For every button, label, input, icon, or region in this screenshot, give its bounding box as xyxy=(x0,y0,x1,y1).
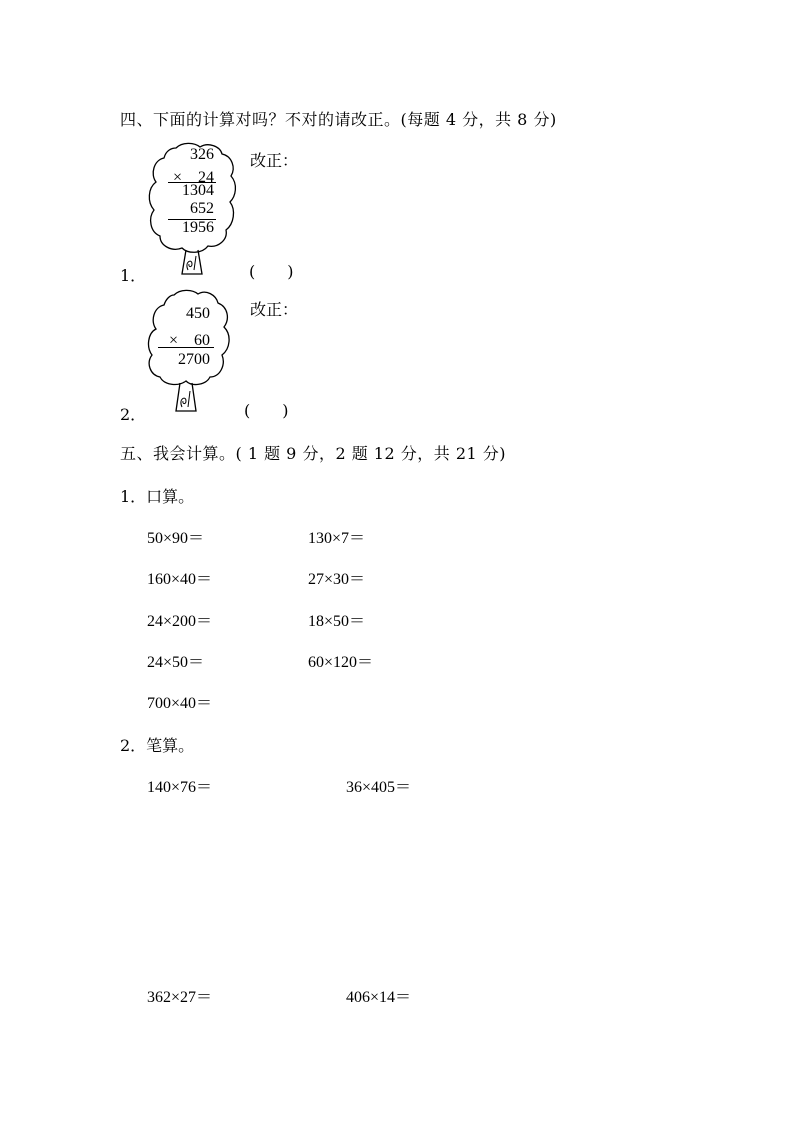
calc-line: 450 xyxy=(186,305,210,322)
tree-calculation-1 xyxy=(146,140,238,280)
calc-line: 1304 xyxy=(182,182,214,199)
written-calc-problem: 140×76＝ xyxy=(147,779,213,796)
mental-math-problem: 130×7＝ xyxy=(308,530,366,547)
correction-label: 改正： xyxy=(250,300,299,319)
mental-math-problem: 24×200＝ xyxy=(147,613,213,630)
calc-line: 1956 xyxy=(182,219,214,236)
written-calc-problem: 362×27＝ xyxy=(147,989,213,1006)
calc-line: 652 xyxy=(190,200,214,217)
judgement-blank[interactable]: ( ) xyxy=(249,262,294,281)
mental-math-problem: 700×40＝ xyxy=(147,695,213,712)
mental-math-problem: 160×40＝ xyxy=(147,571,213,588)
item-number: 2． xyxy=(120,405,147,424)
mental-math-problem: 50×90＝ xyxy=(147,530,205,547)
mental-math-problem: 18×50＝ xyxy=(308,613,366,630)
written-calc-problem: 406×14＝ xyxy=(346,989,412,1006)
judgement-blank[interactable]: ( ) xyxy=(244,401,289,420)
calc-line: 2700 xyxy=(178,351,210,368)
item-number: 1． xyxy=(120,266,147,285)
correction-label: 改正： xyxy=(250,151,299,170)
mental-math-problem: 27×30＝ xyxy=(308,571,366,588)
calc-line: 326 xyxy=(190,146,214,163)
tree-calculation-2 xyxy=(146,287,230,417)
calc-line: × 24 xyxy=(172,169,214,186)
mental-math-problem: 60×120＝ xyxy=(308,654,374,671)
section-5-title: 五、我会计算。( 1 题 9 分，2 题 12 分，共 21 分) xyxy=(120,444,507,463)
part-1-label: 1．口算。 xyxy=(120,487,195,506)
section-4-title: 四、下面的计算对吗？不对的请改正。(每题 4 分，共 8 分) xyxy=(120,110,557,129)
written-calc-problem: 36×405＝ xyxy=(346,779,412,796)
calc-underline xyxy=(158,347,214,348)
mental-math-problem: 24×50＝ xyxy=(147,654,205,671)
part-2-label: 2．笔算。 xyxy=(120,736,195,755)
calc-line: × 60 xyxy=(168,332,210,349)
